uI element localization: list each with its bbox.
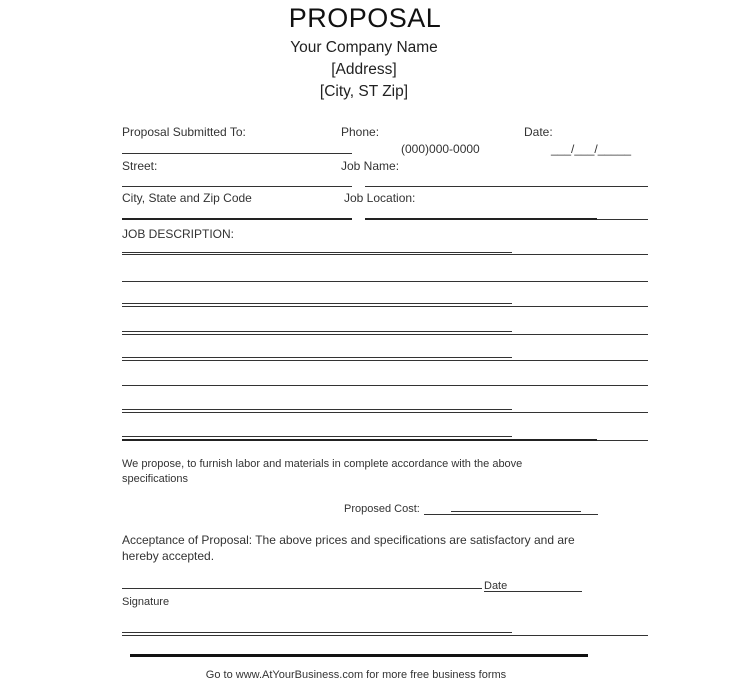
job-name-line	[365, 186, 648, 187]
job-location-label: Job Location:	[344, 191, 416, 205]
proposed-cost-label: Proposed Cost:	[344, 503, 420, 515]
description-line	[122, 385, 648, 386]
description-line-end	[597, 440, 648, 441]
company-address: [Address]	[331, 61, 397, 78]
street-line	[122, 186, 352, 187]
job-location-line-end	[597, 219, 648, 220]
proposed-cost-line	[424, 514, 598, 515]
city-state-zip-line	[122, 218, 352, 220]
street-label: Street:	[122, 159, 158, 173]
description-line	[122, 306, 648, 307]
propose-text-line1: We propose, to furnish labor and materials in complete accordance with the above	[122, 458, 523, 470]
company-name: Your Company Name	[290, 39, 438, 56]
description-line	[122, 281, 648, 282]
submitted-to-label: Proposal Submitted To:	[122, 125, 246, 139]
description-line	[122, 409, 512, 410]
date-value: ___/___/_____	[551, 142, 632, 156]
form-title: PROPOSAL	[288, 3, 442, 33]
signature-date-label: Date	[484, 580, 508, 592]
description-line	[122, 357, 512, 358]
acceptance-text-line2: hereby accepted.	[122, 549, 215, 563]
job-name-label: Job Name:	[341, 159, 400, 173]
company-city: [City, ST Zip]	[319, 83, 409, 100]
description-line	[122, 436, 512, 437]
proposed-cost-line-upper	[451, 511, 581, 512]
job-location-line	[365, 218, 597, 220]
closing-line	[122, 632, 512, 633]
phone-label: Phone:	[341, 125, 380, 139]
city-state-zip-label: City, State and Zip Code	[122, 191, 252, 205]
description-line	[122, 331, 512, 332]
description-line	[122, 254, 648, 255]
description-line	[122, 439, 597, 441]
acceptance-text-line1: Acceptance of Proposal: The above prices and specifications are satisfactory and are	[122, 533, 575, 547]
footer-rule	[130, 654, 588, 657]
closing-line	[122, 635, 648, 636]
phone-value: (000)000-0000	[401, 142, 480, 156]
job-description-label: JOB DESCRIPTION:	[122, 227, 235, 241]
description-line	[122, 412, 648, 413]
description-line	[122, 334, 648, 335]
signature-label: Signature	[122, 596, 170, 608]
signature-line	[122, 588, 482, 589]
description-line	[122, 252, 512, 253]
date-label: Date:	[524, 125, 553, 139]
description-line	[122, 303, 512, 304]
propose-text-line2: specifications	[122, 473, 189, 485]
submitted-to-line	[122, 153, 352, 154]
signature-date-line	[484, 591, 582, 592]
footer-text: Go to www.AtYourBusiness.com for more free business forms	[205, 669, 507, 681]
description-line	[122, 360, 648, 361]
